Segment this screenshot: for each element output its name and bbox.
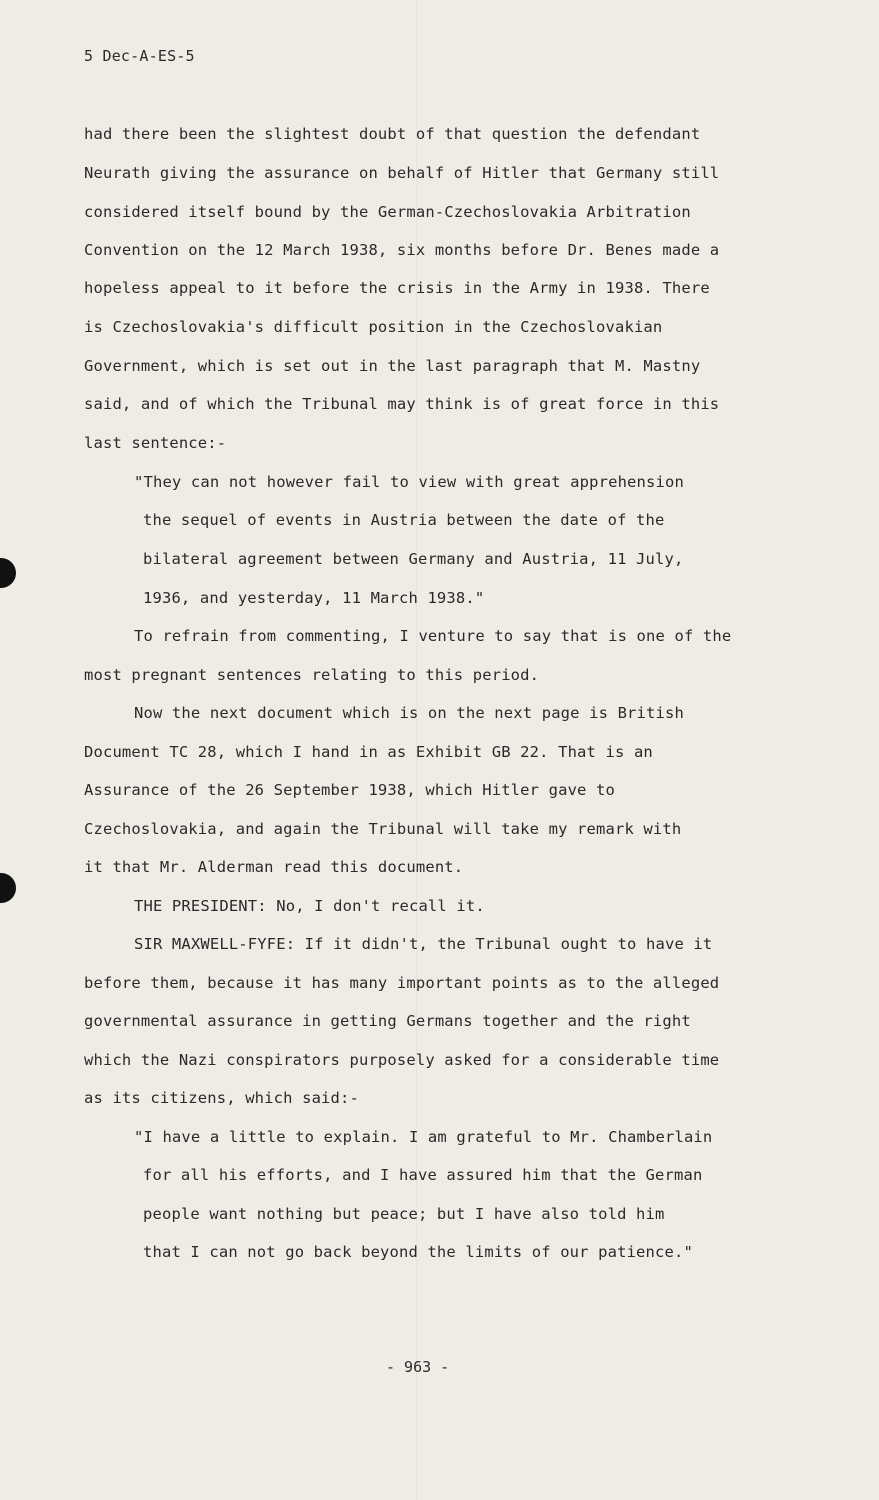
document-reference: 5 Dec-A-ES-5 xyxy=(84,47,195,65)
text-line: before them, because it has many important points as to the alleged xyxy=(84,974,720,992)
text-line: Neurath giving the assurance on behalf of Hitler that Germany still xyxy=(84,164,720,182)
text-line: which the Nazi conspirators purposely asked for a considerable time xyxy=(84,1051,720,1069)
text-line: last sentence:- xyxy=(84,434,227,452)
punch-hole-upper xyxy=(0,558,16,588)
text-line: Now the next document which is on the next page is British xyxy=(134,704,684,722)
text-line: considered itself bound by the German-Czechoslovakia Arbitration xyxy=(84,203,691,221)
text-line: is Czechoslovakia's difficult position in the Czechoslovakian xyxy=(84,318,663,336)
text-line: had there been the slightest doubt of that question the defendant xyxy=(84,125,701,143)
quote-line: the sequel of events in Austria between the date of the xyxy=(143,511,665,529)
text-line: Convention on the 12 March 1938, six months before Dr. Benes made a xyxy=(84,241,720,259)
speaker-line: THE PRESIDENT: No, I don't recall it. xyxy=(134,897,485,915)
text-line: Government, which is set out in the last paragraph that M. Mastny xyxy=(84,357,701,375)
text-line: most pregnant sentences relating to this period. xyxy=(84,666,540,684)
page-number: - 963 - xyxy=(386,1358,450,1376)
text-line: Document TC 28, which I hand in as Exhibit GB 22. That is an xyxy=(84,743,653,761)
quote-line: "They can not however fail to view with great apprehension xyxy=(134,473,684,491)
quote-line: for all his efforts, and I have assured him that the German xyxy=(143,1166,703,1184)
quote-line: 1936, and yesterday, 11 March 1938." xyxy=(143,589,485,607)
text-line: governmental assurance in getting Germans together and the right xyxy=(84,1012,691,1030)
text-line: Czechoslovakia, and again the Tribunal will take my remark with xyxy=(84,820,682,838)
quote-line: "I have a little to explain. I am grateful to Mr. Chamberlain xyxy=(134,1128,713,1146)
text-line: as its citizens, which said:- xyxy=(84,1089,359,1107)
speaker-line: SIR MAXWELL-FYFE: If it didn't, the Tribunal ought to have it xyxy=(134,935,713,953)
punch-hole-lower xyxy=(0,873,16,903)
text-line: To refrain from commenting, I venture to say that is one of the xyxy=(134,627,732,645)
quote-line: bilateral agreement between Germany and Austria, 11 July, xyxy=(143,550,684,568)
text-line: Assurance of the 26 September 1938, which Hitler gave to xyxy=(84,781,615,799)
text-line: it that Mr. Alderman read this document. xyxy=(84,858,464,876)
quote-line: that I can not go back beyond the limits of our patience." xyxy=(143,1243,693,1261)
text-line: hopeless appeal to it before the crisis in the Army in 1938. There xyxy=(84,279,710,297)
quote-line: people want nothing but peace; but I have also told him xyxy=(143,1205,665,1223)
text-line: said, and of which the Tribunal may think is of great force in this xyxy=(84,395,720,413)
